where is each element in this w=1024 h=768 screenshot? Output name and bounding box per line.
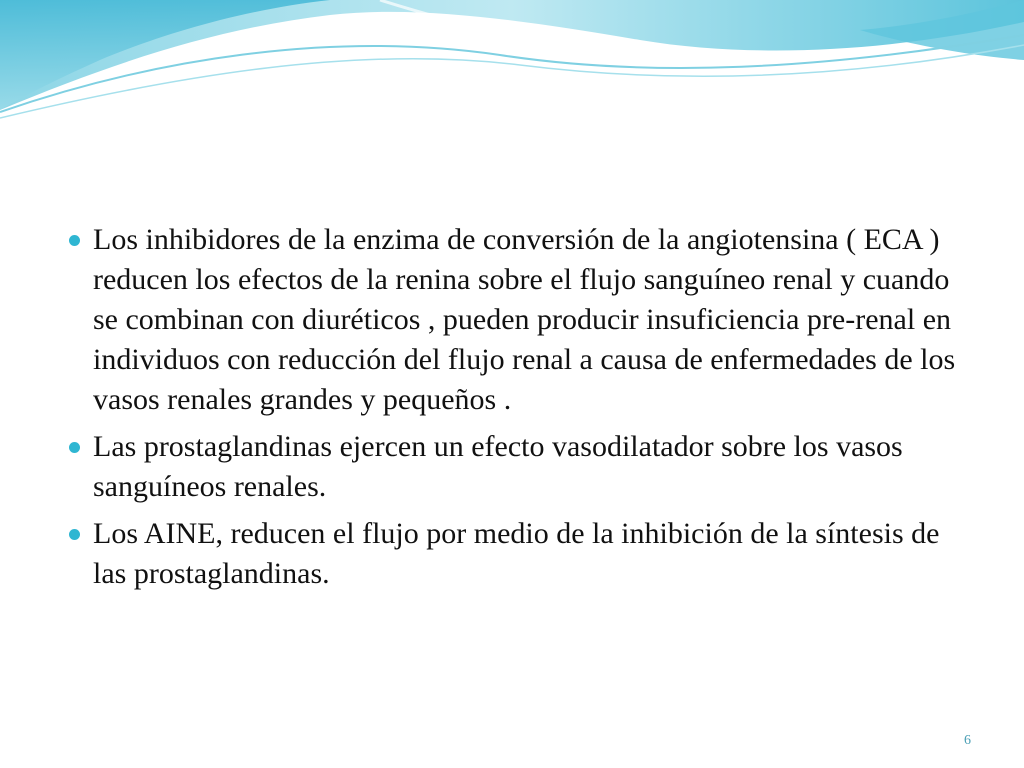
bullet-text: Las prostaglandinas ejercen un efecto vasodilatador sobre los vasos sanguíneos renales. (93, 430, 903, 503)
bullet-list (64, 220, 964, 601)
bullet-dot-icon (69, 235, 80, 246)
bullet-item (64, 220, 964, 420)
slide-number: 6 (964, 733, 971, 748)
bullet-item (64, 514, 964, 594)
bullet-dot-icon (69, 442, 80, 453)
bullet-dot-icon (69, 529, 80, 540)
header-wave-decoration (0, 0, 1024, 130)
bullet-item (64, 427, 964, 507)
bullet-text: Los AINE, reducen el flujo por medio de la inhibición de la síntesis de las prostaglandinas. (93, 517, 940, 590)
bullet-text: Los inhibidores de la enzima de conversión de la angiotensina ( ECA ) reducen los efectos de la renina sobre el flujo sanguíneo renal y cuando se combinan con diuréticos , pueden producir insuficiencia pre-renal en individuos con reducción del flujo renal a causa de enfermedades de los vasos renales grandes y pequeños . (93, 223, 956, 416)
